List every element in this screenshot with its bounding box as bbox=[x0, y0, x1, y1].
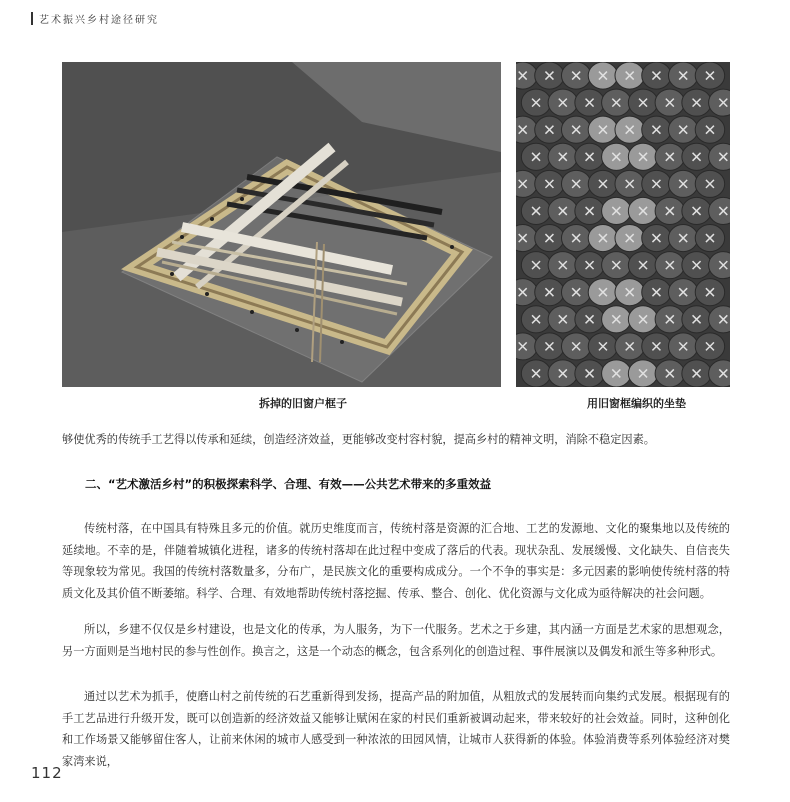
photo-window-frame bbox=[62, 62, 501, 387]
running-header: 艺术振兴乡村途径研究 bbox=[39, 15, 159, 26]
photo-woven-cushion bbox=[516, 62, 730, 387]
paragraph-intro: 够使优秀的传统手工艺得以传承和延续，创造经济效益，更能够改变村容村貌，提高乡村的精神文明，消除不稳定因素。 bbox=[62, 433, 655, 446]
header-rule bbox=[31, 12, 33, 25]
section-heading: 二、“艺术激活乡村”的积极探索科学、合理、有效——公共艺术带来的多重效益 bbox=[85, 477, 492, 491]
figure-caption-left: 拆掉的旧窗户框子 bbox=[259, 397, 347, 410]
page-number: 112 bbox=[31, 764, 63, 782]
paragraph-3: 通过以艺术为抓手，使磨山村之前传统的石艺重新得到发扬，提高产品的附加值，从粗放式的发展转而向集约式发展。根据现有的手工艺品进行升级开发，既可以创造新的经济效益又能够让赋闲在家的村民们重新被调动起来，带来较好的社会效益。同时，这种创化和工作场景又能够留住客人，让前来休闲的城市人感受到一种浓浓的田园风情，让城市人获得新的体验。体验消费等系列体验经济对樊家湾来说， bbox=[62, 690, 730, 768]
cushion-pattern bbox=[516, 62, 730, 387]
window-frame-illustration bbox=[62, 62, 501, 387]
paragraph-1: 传统村落，在中国具有特殊且多元的价值。就历史维度而言，传统村落是资源的汇合地、工艺的发源地、文化的聚集地以及传统的延续地。不幸的是，伴随着城镇化进程，诸多的传统村落却在此过程中变成了落后的代表。现状杂乱、发展缓慢、文化缺失、自信丧失等现象较为常见。我国的传统村落数量多，分布广，是民族文化的重要构成成分。一个不争的事实是：多元因素的影响使传统村落的特质文化及其价值不断萎缩。科学、合理、有效地帮助传统村落挖掘、传承、整合、创化、优化资源与文化成为亟待解决的社会问题。 bbox=[62, 522, 730, 600]
paragraph-2: 所以，乡建不仅仅是乡村建设，也是文化的传承，为人服务，为下一代服务。艺术之于乡建，其内涵一方面是艺术家的思想观念，另一方面则是当地村民的参与性创作。换言之，这是一个动态的概念，包含系列化的创造过程、事件展演以及偶发和派生等多种形式。 bbox=[62, 623, 730, 658]
figure-caption-right: 用旧窗框编织的坐垫 bbox=[587, 397, 686, 410]
